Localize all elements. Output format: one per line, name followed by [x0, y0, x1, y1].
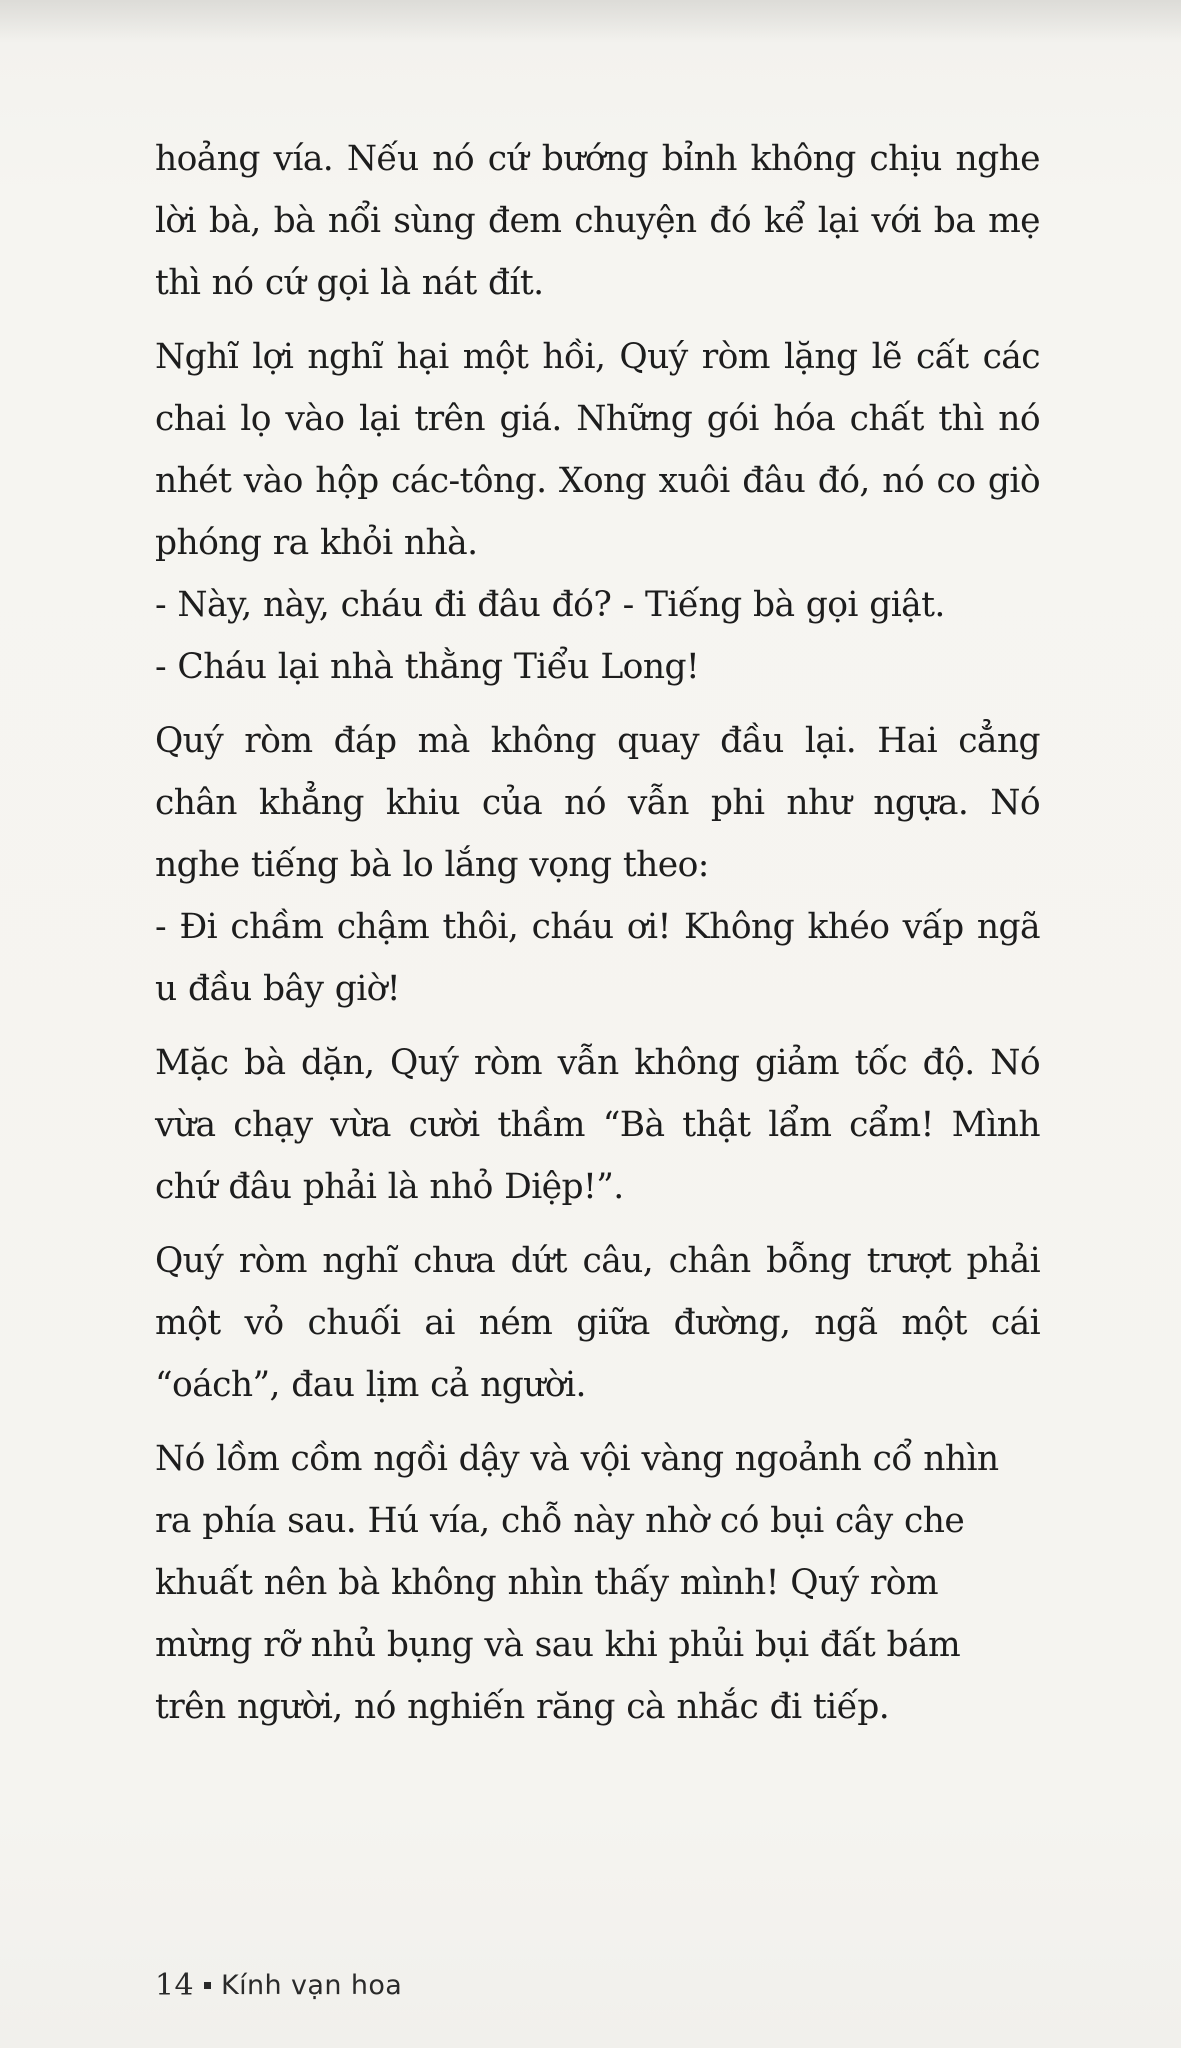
bleed-through-shadow	[0, 0, 1181, 44]
dialogue-line: - Đi chầm chậm thôi, cháu ơi! Không khéo vấp ngã u đầu bây giờ!	[155, 907, 1040, 1009]
paragraph: Quý ròm nghĩ chưa dứt câu, chân bỗng trượt phải một vỏ chuối ai ném giữa đường, ngã một cái “oách”, đau lịm cả người.	[155, 1241, 1040, 1405]
dialogue-line: - Cháu lại nhà thằng Tiểu Long!	[155, 647, 700, 687]
body-text	[155, 128, 1040, 1738]
paragraph: Nghĩ lợi nghĩ hại một hồi, Quý ròm lặng lẽ cất các chai lọ vào lại trên giá. Những gói hóa chất thì nó nhét vào hộp các-tông. Xong xuôi đâu đó, nó co giò phóng ra khỏi nhà.	[155, 337, 1040, 563]
book-title: Kính vạn hoa	[220, 1970, 403, 2001]
paragraph: Mặc bà dặn, Quý ròm vẫn không giảm tốc độ. Nó vừa chạy vừa cười thầm “Bà thật lẩm cẩm! Mình chứ đâu phải là nhỏ Diệp!”.	[155, 1043, 1040, 1207]
page-footer	[155, 1968, 402, 2003]
paragraph: hoảng vía. Nếu nó cứ bướng bỉnh không chịu nghe lời bà, bà nổi sùng đem chuyện đó kể lại với ba mẹ thì nó cứ gọi là nát đít.	[155, 139, 1040, 303]
page-number: 14	[155, 1968, 194, 2003]
paragraph: Nó lồm cồm ngồi dậy và vội vàng ngoảnh cổ nhìn ra phía sau. Hú vía, chỗ này nhờ có bụi cây che khuất nên bà không nhìn thấy mình! Quý ròm mừng rỡ nhủ bụng và sau khi phủi bụi đất bám trên người, nó nghiến răng cà nhắc đi tiếp.	[155, 1439, 999, 1727]
paragraph: Quý ròm đáp mà không quay đầu lại. Hai cẳng chân khẳng khiu của nó vẫn phi như ngựa. Nó nghe tiếng bà lo lắng vọng theo:	[155, 721, 1040, 885]
square-bullet-icon	[204, 1982, 211, 1989]
dialogue-line: - Này, này, cháu đi đâu đó? - Tiếng bà gọi giật.	[155, 585, 945, 625]
